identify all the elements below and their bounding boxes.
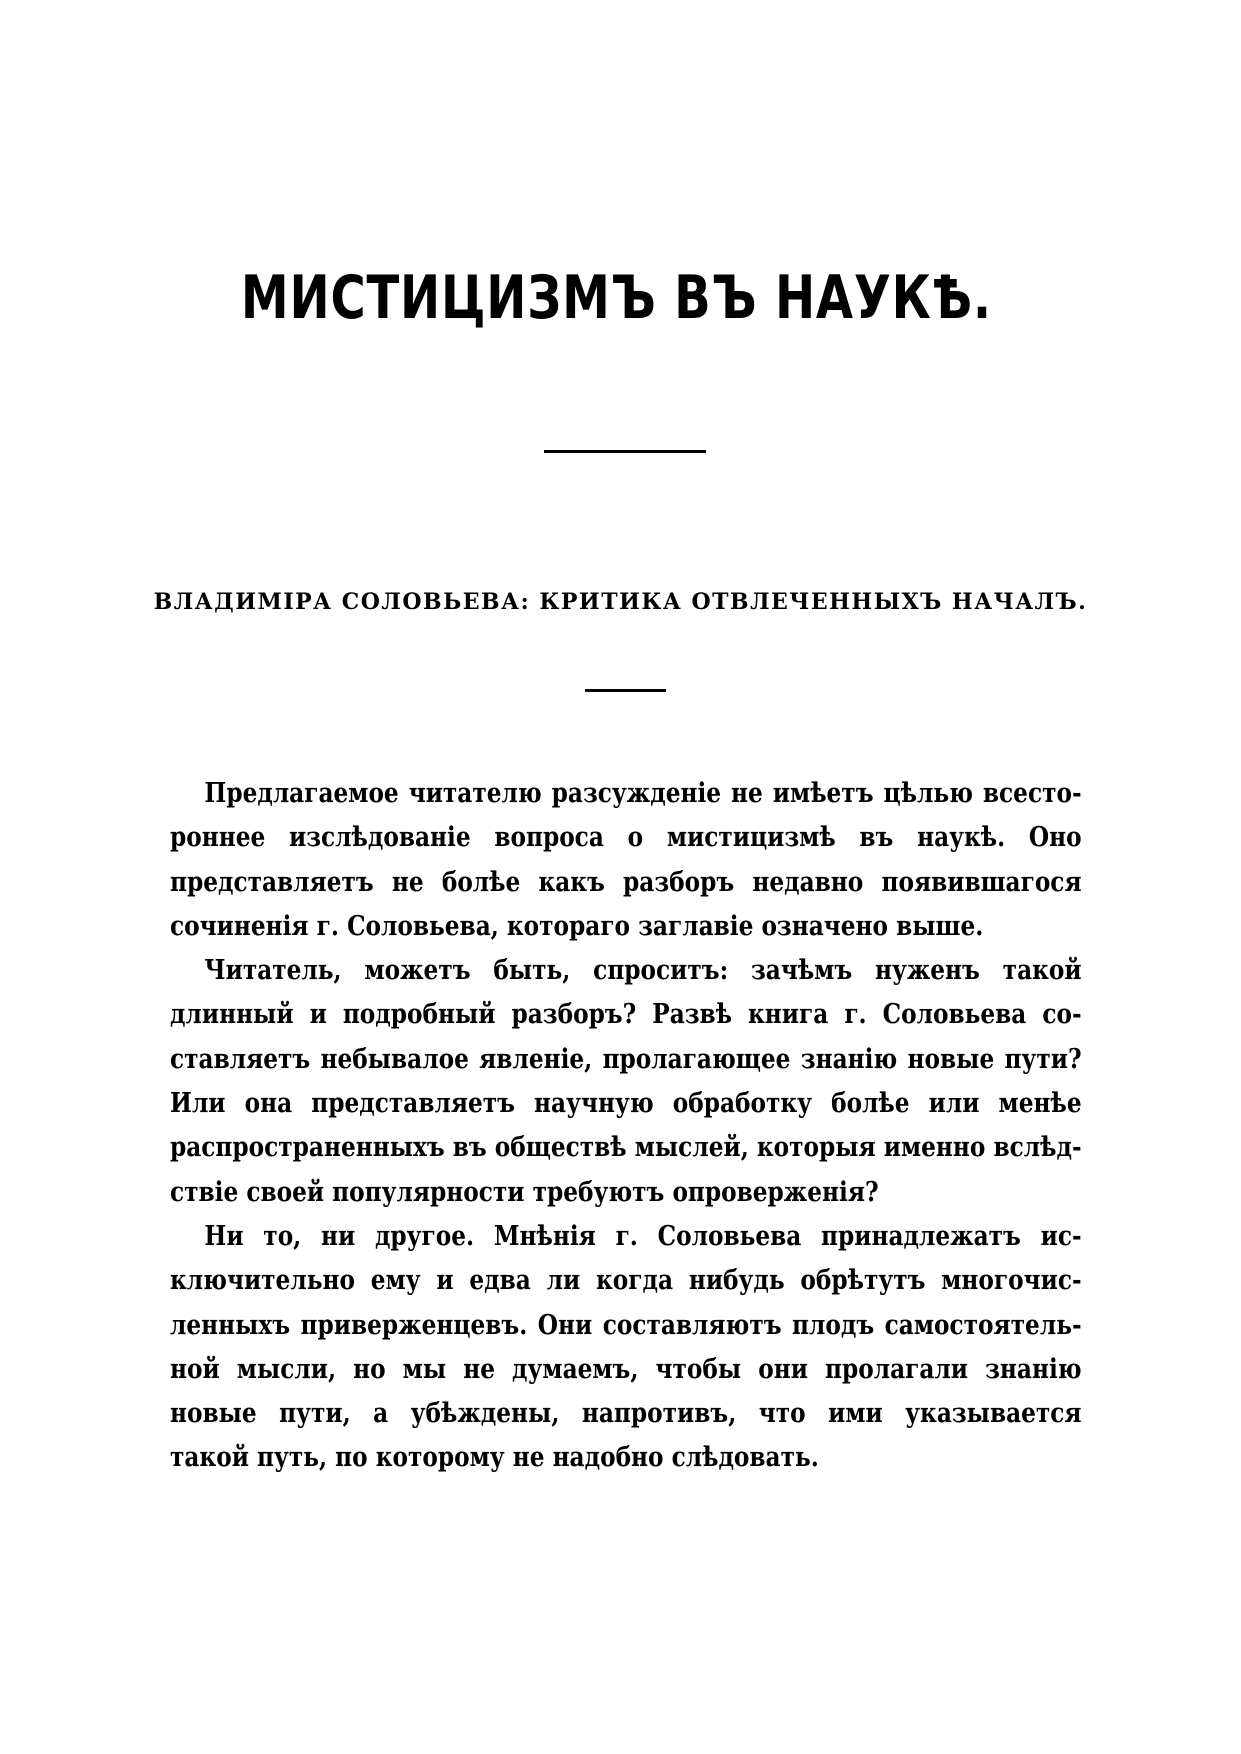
text-line: Читатель, можетъ быть, спроситъ: зачѣмъ нуженъ такой <box>204 955 1082 987</box>
text-line: сочиненія г. Соловьева, котораго заглавіе означено выше. <box>170 910 984 942</box>
text-line: ной мысли, но мы не думаемъ, чтобы они пролагали знанію <box>170 1353 1082 1385</box>
text-line: ствіе своей популярности требуютъ опроверженія? <box>170 1176 879 1208</box>
text-line: новые пути, а убѣждены, напротивъ, что ими указывается <box>170 1398 1082 1430</box>
text-line: длинный и подробный разборъ? Развѣ книга г. Соловьева со- <box>170 999 1082 1031</box>
body-text <box>170 772 1082 1481</box>
page-title: МИСТИЦИЗМЪ ВЪ НАУКѢ. <box>240 263 992 333</box>
text-line: Предлагаемое читателю разсужденіе не имѣетъ цѣлью всесто- <box>204 778 1082 809</box>
title-divider <box>544 450 706 453</box>
text-line: Ни то, ни другое. Мнѣнія г. Соловьева принадлежатъ ис- <box>204 1220 1082 1252</box>
page-subtitle: ВЛАДИМІРА СОЛОВЬЕВА: КРИТИКА ОТВЛЕЧЕННЫХЪ НАЧАЛЪ. <box>153 589 1088 615</box>
subtitle-divider <box>585 689 666 692</box>
text-line: ставляетъ небывалое явленіе, пролагающее знанію новые пути? <box>170 1043 1082 1075</box>
text-line: такой путь, по которому не надобно слѣдовать. <box>170 1442 819 1474</box>
text-line: ленныхъ приверженцевъ. Они составляютъ плодъ самостоятель- <box>170 1309 1082 1341</box>
text-line: роннее изслѣдованіе вопроса о мистицизмѣ въ наукѣ. Оно <box>170 822 1082 854</box>
text-line: ключительно ему и едва ли когда нибудь обрѣтутъ многочис- <box>170 1265 1082 1297</box>
text-line: распространенныхъ въ обществѣ мыслей, которыя именно вслѣд- <box>170 1132 1082 1164</box>
text-line: Или она представляетъ научную обработку болѣе или менѣе <box>170 1088 1082 1120</box>
text-line: представляетъ не болѣе какъ разборъ недавно появившагося <box>170 866 1082 898</box>
